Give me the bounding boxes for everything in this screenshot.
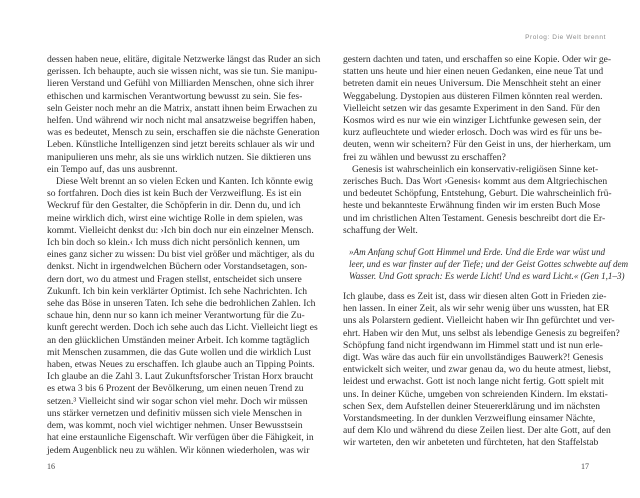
- text-line: deuten, wenn wir scheitern? Für den Geist in uns, der hierherkam, um: [343, 139, 612, 151]
- text-line: dem, was kommt, noch viel wichtiger nehmen. Unser Bewusstsein: [47, 420, 303, 432]
- text-line: setzen.³ Vielleicht sind wir sogar schon viel mehr. Doch wir müssen: [47, 395, 308, 407]
- text-line: ein Tempo auf, das uns ausbrennt.: [47, 163, 178, 175]
- text-line: kommt. Vielleicht denkst du: ›Ich bin doch nur ein einzelner Mensch.: [47, 224, 314, 236]
- text-line: Ich bin doch so klein.‹ Ich muss dich nicht persönlich kennen, um: [47, 237, 300, 249]
- text-line: Schöpfung fand nicht irgendwann im Himmel statt und ist nun erle-: [343, 339, 603, 351]
- text-line: seln Geister noch mehr an die Matrix, anstatt ihnen beim Erwachen zu: [47, 102, 318, 114]
- text-line: lieren Verstand und Gefühl von Milliarden Menschen, ohne sich ihrer: [47, 78, 314, 90]
- running-head: Prolog: Die Welt brennt: [525, 34, 606, 41]
- text-line: dern dort, wo du atmest und Fragen stellst, entscheidet sich unsere: [47, 273, 302, 285]
- text-line: Weckruf für den Gestalter, die Schöpferin in dir. Denn du, und ich: [47, 200, 301, 212]
- text-line: Vorstandsmeeting. In der dunklen Verzweiflung einsamer Nächte,: [343, 413, 596, 425]
- left-page-body: [47, 54, 321, 457]
- text-line: Weggabelung. Dystopien aus düsteren Filmen könnten real werden.: [343, 90, 603, 102]
- text-line: meine wirklich dich, wirst eine wichtige Rolle in dem spielen, was: [47, 212, 303, 224]
- text-line: so fortfahren. Doch dies ist kein Buch der Verzweiflung. Es ist ein: [47, 188, 302, 200]
- right-page-body: [343, 54, 629, 450]
- text-line: »Am Anfang schuf Gott Himmel und Erde. Und die Erde war wüst und: [349, 247, 606, 258]
- paragraph: [343, 291, 620, 450]
- text-line: ethischen und karmischen Verantwortung bewusst zu sein. Sie fes-: [47, 90, 303, 102]
- text-line: gerissen. Ich behaupte, auch sie wissen nicht, was sie tun. Sie manipu-: [47, 66, 318, 78]
- text-line: kurz aufleuchtete und wieder erlosch. Doch was wird es für uns be-: [343, 127, 602, 139]
- text-line: was es bedeutet, Mensch zu sein, erschaffen sie die nächste Generation: [47, 127, 320, 139]
- text-line: schen Sex, dem Aufstellen deiner Steuererklärung und im nächsten: [343, 400, 601, 412]
- text-line: leidest und erwachst. Gott ist noch lange nicht fertig. Gott spielt mit: [343, 376, 604, 388]
- text-line: Zukunft. Ich bin kein verklärter Optimist. Ich sehe Nachrichten. Ich: [47, 285, 308, 297]
- text-line: mit Menschen zusammen, die das Gute wollen und die wirklich Lust: [47, 346, 312, 358]
- text-line: kunft gerecht werden. Doch ich sehe auch das Licht. Vielleicht liegt es: [47, 322, 318, 334]
- paragraph: [47, 176, 318, 457]
- text-line: an den glücklichen Umständen meiner Arbeit. Ich komme tagtäglich: [47, 334, 310, 346]
- text-line: manipulieren uns mehr, als sie uns wirklich nutzen. Sie diktieren uns: [47, 151, 311, 163]
- paragraph: [47, 54, 321, 176]
- bible-quote: [349, 246, 629, 282]
- text-line: auf dem Klo und während du diese Zeilen liest. Der alte Gott, auf den: [343, 425, 611, 437]
- text-line: statten uns heute und hier einen neuen Gedanken, eine neue Tat und: [343, 66, 604, 78]
- text-line: schaffung der Welt.: [343, 224, 418, 236]
- text-line: Ich glaube, dass es Zeit ist, dass wir diesen alten Gott in Frieden zie-: [343, 291, 607, 303]
- text-line: Diese Welt brennt an so vielen Ecken und Kanten. Ich könnte ewig: [56, 176, 313, 188]
- text-line: Ich glaube an die Zahl 3. Laut Zukunftsforscher Tristan Horx braucht: [47, 371, 314, 383]
- text-line: frei zu wählen und bewusst zu erschaffen?: [343, 151, 506, 163]
- text-line: uns als Polarstern gedient. Vielleicht haben wir Ihn gefürchtet und ver-: [343, 315, 615, 327]
- text-line: zerisches Buch. Das Wort ›Genesis‹ kommt aus dem Altgriechischen: [343, 176, 608, 188]
- text-line: Leben. Künstliche Intelligenzen sind jetzt bereits schlauer als wir und: [47, 139, 315, 151]
- text-line: uns. In deiner Küche, umgeben von schreienden Kindern. Im ekstati-: [343, 388, 608, 400]
- text-line: Kosmos wird es nur wie ein winziger Lichtfunke gewesen sein, der: [343, 115, 602, 127]
- text-line: gestern dachten und taten, und erschaffen so eine Kopie. Oder wir ge-: [343, 54, 612, 65]
- text-line: ehrt. Haben wir den Mut, uns selbst als lebendige Genesis zu begreifen?: [343, 327, 620, 339]
- text-line: betreten damit ein neues Universum. Die Menschheit steht an einer: [343, 78, 601, 90]
- text-line: und bedeutet Schöpfung, Entstehung, Geburt. Die wahrscheinlich frü-: [343, 188, 612, 200]
- text-line: Vielleicht setzen wir das gesamte Experiment in den Sand. Für den: [343, 102, 601, 114]
- text-line: leer, und es war finster auf der Tiefe; und der Geist Gottes schwebte auf dem: [349, 259, 629, 270]
- text-line: und im christlichen Alten Testament. Genesis beschreibt dort die Er-: [343, 212, 606, 224]
- page-number: 16: [47, 462, 55, 471]
- text-line: jedem Augenblick neu zu wählen. Wir können wiederholen, was wir: [47, 444, 310, 456]
- text-line: Wasser. Und Gott sprach: Es werde Licht! Und es ward Licht.« (Gen 1,1–3): [349, 271, 625, 282]
- text-line: wir warteten, den wir anbeteten und fürchteten, hat den Staffelstab: [343, 437, 599, 449]
- text-line: haben, etwas Neues zu erschaffen. Ich glaube auch an Tipping Points.: [47, 359, 315, 371]
- text-line: hen lassen. In einer Zeit, als wir sehr wenig über uns wussten, hat ER: [343, 303, 610, 315]
- text-line: dessen haben neue, elitäre, digitale Netzwerke längst das Ruder an sich: [47, 54, 321, 65]
- right-page: [320, 0, 640, 498]
- text-line: entwickelt sich weiter, und zwar genau da, wo du heute atmest, liebst,: [343, 364, 611, 376]
- text-line: Genesis ist wahrscheinlich ein konservativ-religiösen Sinne ket-: [352, 163, 599, 175]
- text-line: hat eine erstaunliche Eigenschaft. Wir verfügen über die Fähigkeit, in: [47, 432, 314, 444]
- page-number: 17: [581, 462, 589, 471]
- text-line: denkst. Nicht in irgendwelchen Büchern oder Vorstandsetagen, son-: [47, 261, 308, 273]
- text-line: uns stärker vernetzen und definitiv müssen sich viele Menschen in: [47, 407, 302, 419]
- text-line: schaue hin, denn nur so kann ich meiner Verantwortung für die Zu-: [47, 310, 305, 322]
- text-line: sehe das Böse in unseren Taten. Ich sehe die bedrohlichen Zahlen. Ich: [47, 298, 316, 310]
- paragraph: [343, 163, 612, 237]
- paragraph: [343, 54, 612, 164]
- text-line: es etwa 3 bis 6 Prozent der Bevölkerung, um einen neuen Trend zu: [47, 383, 304, 395]
- text-line: helfen. Und während wir noch nicht mal ansatzweise begriffen haben,: [47, 115, 316, 127]
- text-line: eines ganz sicher zu wissen: Du bist viel größer und mächtiger, als du: [47, 249, 315, 261]
- text-line: digt. Was wäre das auch für ein unvollständiges Bauwerk?! Genesis: [343, 352, 604, 364]
- text-line: heste und bekannteste Erwähnung finden wir im ersten Buch Mose: [343, 200, 601, 212]
